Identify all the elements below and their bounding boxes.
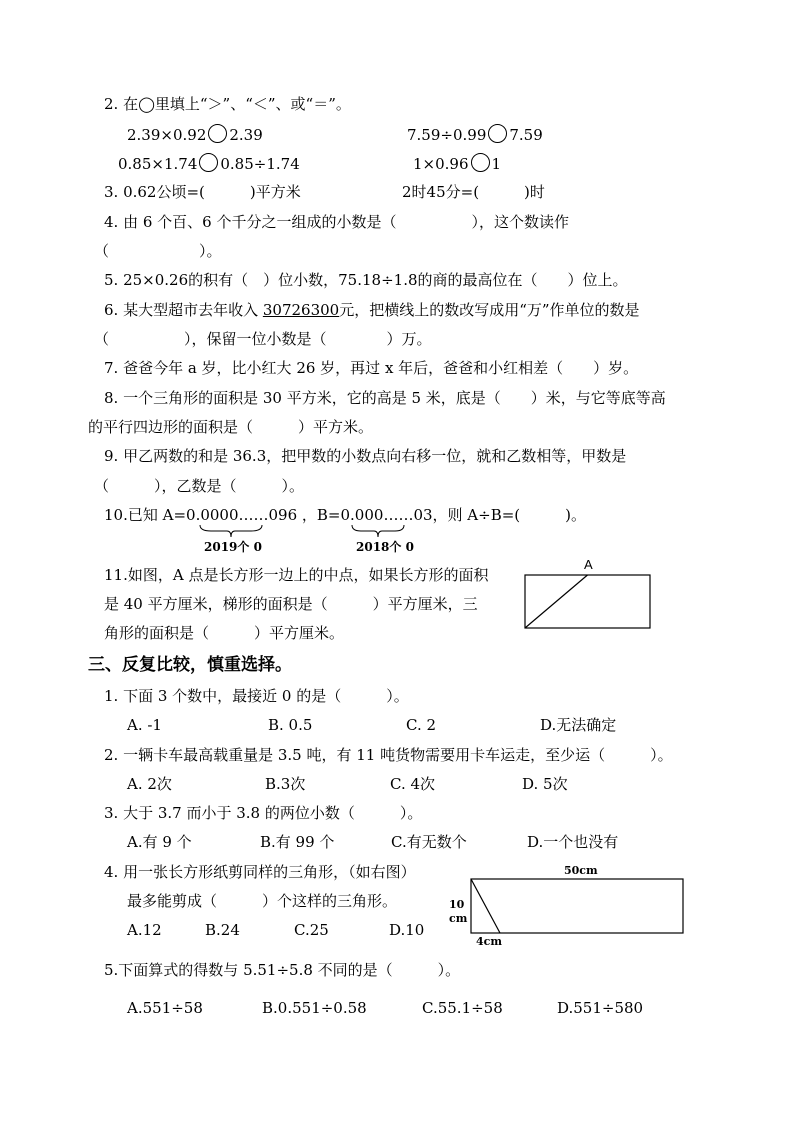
- c2-question: 2. 一辆卡车最高载重量是 3.5 吨，有 11 吨货物需要用卡车运走，至少运（ ）。: [104, 746, 673, 764]
- q11-line2: 是 40 平方厘米，梯形的面积是（ ）平方厘米，三: [104, 595, 478, 613]
- q6-line1: [104, 300, 640, 320]
- c2-option-d[interactable]: D. 5次: [522, 775, 568, 793]
- c5-option-d[interactable]: D.551÷580: [557, 999, 644, 1017]
- q2-item-d: [413, 153, 501, 174]
- c5-question: 5.下面算式的得数与 5.51÷5.8 不同的是（ ）。: [104, 961, 461, 979]
- q3-left: 3. 0.62公顷=( )平方米: [104, 183, 301, 201]
- q2-c-right: 0.85÷1.74: [220, 155, 300, 173]
- c4-line1: 4. 用一张长方形纸剪同样的三角形，（如右图）: [104, 863, 416, 881]
- q11-line1: 11.如图，A 点是长方形一边上的中点，如果长方形的面积: [104, 566, 489, 584]
- q2-b-right: 7.59: [509, 126, 543, 144]
- c5-option-b[interactable]: B.0.551÷0.58: [262, 999, 367, 1017]
- c3-option-d[interactable]: D.一个也没有: [527, 833, 619, 851]
- q2-item-a: [127, 124, 263, 145]
- section-3-title: 三、反复比较，慎重选择。: [88, 655, 292, 675]
- q4-line1: 4. 由 6 个百、6 个千分之一组成的小数是（ ），这个数读作: [104, 213, 569, 231]
- c1-option-b[interactable]: B. 0.5: [268, 716, 313, 734]
- c4-option-a[interactable]: A.12: [127, 921, 162, 939]
- c4-fig-height-num: 10: [449, 898, 465, 911]
- q8-line2: 的平行四边形的面积是（ ）平方米。: [88, 418, 374, 436]
- q3-right: 2时45分=( )时: [402, 183, 545, 201]
- q6-line2: （ ），保留一位小数是（ ）万。: [94, 330, 432, 348]
- c4-option-d[interactable]: D.10: [389, 921, 425, 939]
- c4-line2: 最多能剪成（ ）个这样的三角形。: [127, 892, 398, 910]
- q2-text: 2. 在◯里填上“＞”、“＜”、或“＝”。: [104, 95, 351, 113]
- q2-item-c: [118, 153, 300, 174]
- c4-fig-height-unit: cm: [449, 912, 468, 925]
- q2-a-left: 2.39×0.92: [127, 126, 207, 144]
- c3-option-a[interactable]: A.有 9 个: [127, 833, 192, 851]
- c2-option-a[interactable]: A. 2次: [127, 775, 172, 793]
- c1-option-a[interactable]: A. -1: [127, 716, 162, 734]
- compare-circle[interactable]: [208, 124, 227, 143]
- q9-line2: （ ），乙数是（ ）。: [94, 477, 305, 495]
- q2-d-left: 1×0.96: [413, 155, 469, 173]
- c4-fig-base-label: 4cm: [476, 935, 502, 948]
- compare-circle[interactable]: [199, 153, 218, 172]
- q6-number: 30726300: [262, 301, 340, 319]
- brace-b-label: 2018个 0: [356, 540, 414, 554]
- q6-pre: 6. 某大型超市去年收入: [104, 301, 263, 319]
- c4-option-b[interactable]: B.24: [205, 921, 240, 939]
- compare-circle[interactable]: [471, 153, 490, 172]
- c4-rectangle-figure: [470, 878, 686, 936]
- c5-option-c[interactable]: C.55.1÷58: [422, 999, 503, 1017]
- q5-text: 5. 25×0.26的积有（ ）位小数，75.18÷1.8的商的最高位在（ ）位上。: [104, 271, 628, 289]
- q9-line1: 9. 甲乙两数的和是 36.3，把甲数的小数点向右移一位，就和乙数相等，甲数是: [104, 447, 627, 465]
- q7-text: 7. 爸爸今年 a 岁，比小红大 26 岁，再过 x 年后，爸爸和小红相差（ ）岁。: [104, 359, 639, 377]
- q2-c-left: 0.85×1.74: [118, 155, 198, 173]
- q2-a-right: 2.39: [229, 126, 263, 144]
- q2-b-left: 7.59÷0.99: [407, 126, 487, 144]
- c1-option-d[interactable]: D.无法确定: [540, 716, 617, 734]
- q11-line3: 角形的面积是（ ）平方厘米。: [104, 624, 345, 642]
- q2-item-b: [407, 124, 543, 145]
- c3-option-c[interactable]: C.有无数个: [391, 833, 467, 851]
- brace-a-label: 2019个 0: [204, 540, 262, 554]
- c1-option-c[interactable]: C. 2: [406, 716, 437, 734]
- q11-figure-label: A: [584, 557, 593, 572]
- c2-option-c[interactable]: C. 4次: [390, 775, 436, 793]
- c3-question: 3. 大于 3.7 而小于 3.8 的两位小数（ ）。: [104, 804, 423, 822]
- c5-option-a[interactable]: A.551÷58: [127, 999, 203, 1017]
- c4-fig-width-label: 50cm: [564, 864, 598, 877]
- c4-option-c[interactable]: C.25: [294, 921, 329, 939]
- q8-line1: 8. 一个三角形的面积是 30 平方米，它的高是 5 米，底是（ ）米，与它等底等高: [104, 389, 666, 407]
- c1-question: 1. 下面 3 个数中，最接近 0 的是（ ）。: [104, 687, 409, 705]
- compare-circle[interactable]: [488, 124, 507, 143]
- brace-b-icon: [351, 524, 405, 538]
- c3-option-b[interactable]: B.有 99 个: [260, 833, 335, 851]
- q11-rectangle-figure: [524, 574, 652, 630]
- q10-text: 10.已知 A=0.0000……096 ，B=0.000……03，则 A÷B=( )。: [104, 506, 586, 524]
- c2-option-b[interactable]: B.3次: [265, 775, 306, 793]
- q2-d-right: 1: [491, 155, 502, 173]
- q4-line2: （ ）。: [94, 242, 222, 260]
- brace-a-icon: [199, 524, 263, 538]
- q6-post: 元，把横线上的数改写成用“万”作单位的数是: [339, 301, 640, 319]
